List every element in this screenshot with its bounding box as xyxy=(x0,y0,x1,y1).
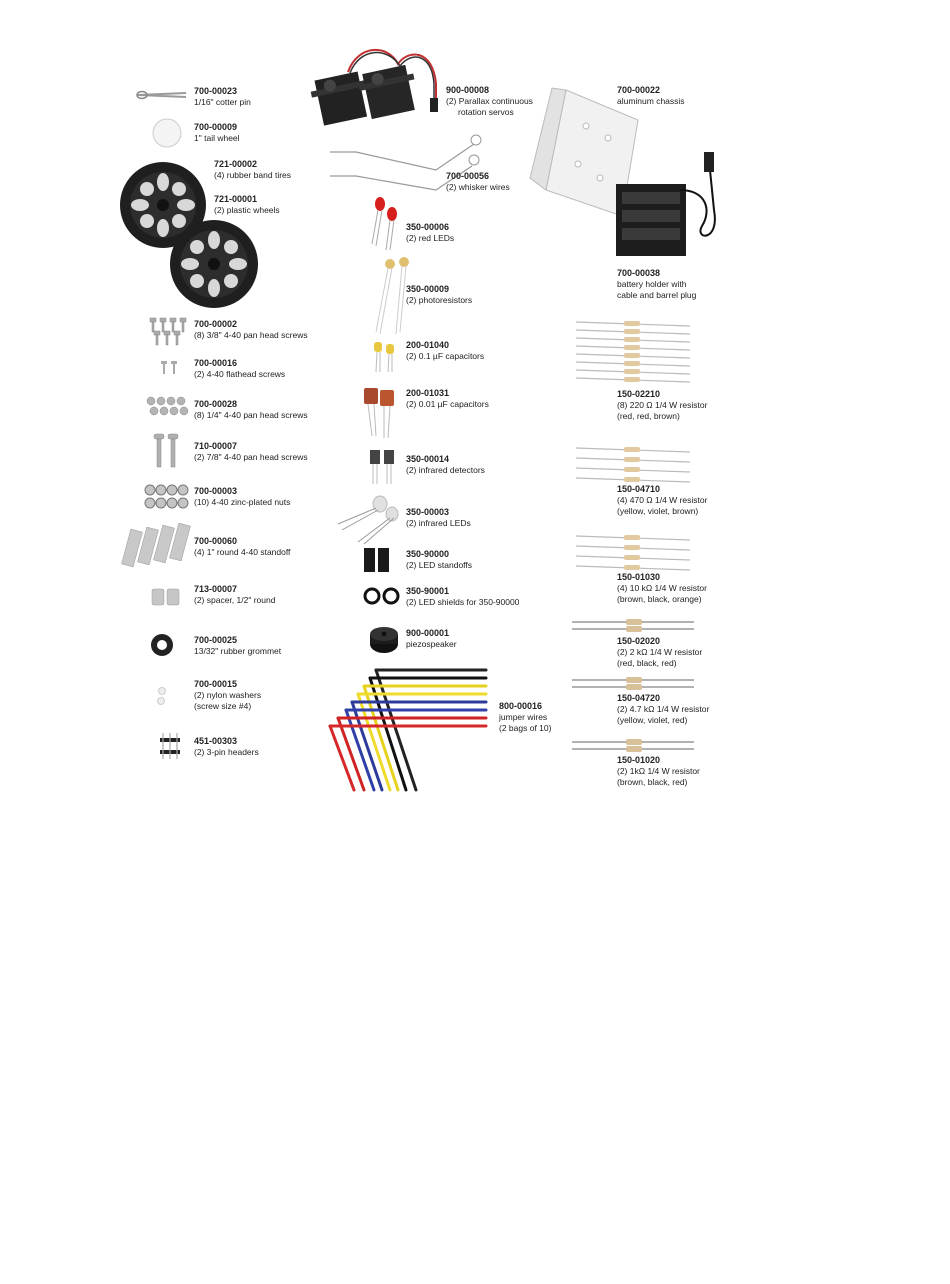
part-label-r1k xyxy=(617,755,700,788)
part-number: 700-00056 xyxy=(446,171,490,181)
part-number: 150-01020 xyxy=(617,755,661,765)
part-number: 350-90001 xyxy=(406,586,450,596)
part-description: (2) red LEDs xyxy=(406,233,455,243)
part-label-screws-38 xyxy=(194,319,308,341)
part-description: (2) 4.7 kΩ 1/4 W resistor xyxy=(617,704,710,714)
part-number: 700-00028 xyxy=(194,399,238,409)
part-description: jumper wires xyxy=(499,712,548,722)
part-number: 350-00006 xyxy=(406,222,450,232)
film-capacitor-icon xyxy=(362,384,402,440)
part-description: rotation servos xyxy=(458,107,514,117)
part-label-nuts xyxy=(194,486,290,508)
part-number: 350-00014 xyxy=(406,454,450,464)
part-number: 700-00009 xyxy=(194,122,238,132)
part-description: (4) rubber band tires xyxy=(214,170,292,180)
part-description: piezospeaker xyxy=(406,639,457,649)
resistor-470-icon xyxy=(572,444,694,484)
part-label-r47k xyxy=(617,693,709,726)
part-number: 721-00002 xyxy=(214,159,258,169)
part-label-ir-detectors xyxy=(406,454,485,476)
part-label-red-leds xyxy=(406,222,454,244)
part-description: (red, red, brown) xyxy=(617,411,680,421)
part-description: (4) 10 kΩ 1/4 W resistor xyxy=(617,583,707,593)
part-description: (4) 470 Ω 1/4 W resistor xyxy=(617,495,708,505)
spacers-icon xyxy=(150,586,182,608)
part-description: (2) nylon washers xyxy=(194,690,262,700)
part-description: (2) plastic wheels xyxy=(214,205,280,215)
part-description: (screw size #4) xyxy=(194,701,252,711)
part-description: 13/32" rubber grommet xyxy=(194,646,282,656)
part-number: 150-01030 xyxy=(617,572,661,582)
part-description: (2) 0.1 µF capacitors xyxy=(406,351,485,361)
part-description: (2) 0.01 µF capacitors xyxy=(406,399,489,409)
part-number: 700-00025 xyxy=(194,635,238,645)
part-description: battery holder with xyxy=(617,279,687,289)
part-description: (8) 3/8" 4-40 pan head screws xyxy=(194,330,308,340)
part-label-jumper-wires xyxy=(499,701,551,734)
pan-head-screws-icon xyxy=(148,316,188,346)
servo-icon xyxy=(308,44,444,136)
part-label-cotter-pin xyxy=(194,86,251,108)
cotter-pin-icon xyxy=(136,88,192,102)
part-description: (2) spacer, 1/2" round xyxy=(194,595,276,605)
part-number: 700-00060 xyxy=(194,536,238,546)
part-description: aluminum chassis xyxy=(617,96,685,106)
part-label-photoresistors xyxy=(406,284,472,306)
resistor-1k-icon xyxy=(570,738,696,754)
part-label-tail-wheel xyxy=(194,122,240,144)
part-label-chassis xyxy=(617,85,685,107)
part-description: (2 bags of 10) xyxy=(499,723,552,733)
part-number: 451-00303 xyxy=(194,736,238,746)
part-label-r470 xyxy=(617,484,707,517)
resistor-4k7-icon xyxy=(570,676,696,692)
part-label-tires xyxy=(214,159,291,181)
part-description: cable and barrel plug xyxy=(617,290,697,300)
part-label-ir-leds xyxy=(406,507,471,529)
part-number: 710-00007 xyxy=(194,441,238,451)
part-description: (brown, black, red) xyxy=(617,777,688,787)
resistor-220-icon xyxy=(572,318,694,386)
part-description: (2) whisker wires xyxy=(446,182,510,192)
flathead-screws-icon xyxy=(160,360,180,376)
part-description: (yellow, violet, red) xyxy=(617,715,688,725)
short-screws-icon xyxy=(146,396,190,418)
part-label-piezo xyxy=(406,628,457,650)
part-label-headers xyxy=(194,736,259,758)
washers-icon xyxy=(154,686,170,708)
nuts-icon xyxy=(144,484,190,512)
part-label-grommet xyxy=(194,635,281,657)
part-number: 700-00016 xyxy=(194,358,238,368)
part-description: (2) Parallax continuous xyxy=(446,96,533,106)
part-label-screws-14 xyxy=(194,399,308,421)
part-label-r220 xyxy=(617,389,707,422)
grommet-icon xyxy=(148,632,176,658)
part-description: (2) 1kΩ 1/4 W resistor xyxy=(617,766,700,776)
part-label-washers xyxy=(194,679,261,712)
part-number: 350-00003 xyxy=(406,507,450,517)
part-description: (8) 1/4" 4-40 pan head screws xyxy=(194,410,308,420)
part-description: 1/16" cotter pin xyxy=(194,97,251,107)
infrared-led-icon xyxy=(334,494,404,546)
part-description: (2) 2 kΩ 1/4 W resistor xyxy=(617,647,703,657)
red-leds-icon xyxy=(364,194,408,252)
part-label-r2k xyxy=(617,636,702,669)
part-number: 150-04710 xyxy=(617,484,661,494)
part-number: 150-02210 xyxy=(617,389,661,399)
part-label-spacer xyxy=(194,584,275,606)
part-number: 150-04720 xyxy=(617,693,661,703)
part-number: 700-00015 xyxy=(194,679,238,689)
part-description: (yellow, violet, brown) xyxy=(617,506,699,516)
battery-holder-icon xyxy=(610,150,724,262)
infrared-detector-icon xyxy=(368,448,398,486)
part-number: 200-01031 xyxy=(406,388,450,398)
part-description: (2) LED shields for 350-90000 xyxy=(406,597,520,607)
part-description: (2) LED standoffs xyxy=(406,560,472,570)
pin-headers-icon xyxy=(158,732,184,762)
capacitor-icon xyxy=(370,340,400,374)
part-number: 700-00023 xyxy=(194,86,238,96)
piezospeaker-icon xyxy=(368,624,400,656)
part-description: (2) 3-pin headers xyxy=(194,747,259,757)
part-label-flathead xyxy=(194,358,285,380)
part-description: (2) infrared LEDs xyxy=(406,518,471,528)
part-number: 900-00001 xyxy=(406,628,450,638)
part-description: (10) 4-40 zinc-plated nuts xyxy=(194,497,291,507)
part-label-battery-holder xyxy=(617,268,696,301)
part-label-cap-001 xyxy=(406,388,489,410)
plastic-wheel-icon xyxy=(168,218,260,310)
part-description: (2) photoresistors xyxy=(406,295,473,305)
part-description: (2) 7/8" 4-40 pan head screws xyxy=(194,452,308,462)
part-label-screws-78 xyxy=(194,441,308,463)
part-label-wheels xyxy=(214,194,280,216)
part-description: (red, black, red) xyxy=(617,658,677,668)
part-description: (8) 220 Ω 1/4 W resistor xyxy=(617,400,708,410)
part-number: 700-00038 xyxy=(617,268,661,278)
led-shield-icon xyxy=(362,586,402,606)
part-description: 1" tail wheel xyxy=(194,133,240,143)
part-label-cap-01 xyxy=(406,340,484,362)
long-screws-icon xyxy=(150,432,184,470)
part-label-led-shields xyxy=(406,586,519,608)
part-number: 713-00007 xyxy=(194,584,238,594)
part-description: (4) 1" round 4-40 standoff xyxy=(194,547,291,557)
part-label-r10k xyxy=(617,572,707,605)
part-label-standoff xyxy=(194,536,290,558)
part-label-servos xyxy=(446,85,533,118)
part-number: 900-00008 xyxy=(446,85,490,95)
part-number: 150-02020 xyxy=(617,636,661,646)
part-number: 721-00001 xyxy=(214,194,258,204)
part-number: 350-00009 xyxy=(406,284,450,294)
part-number: 700-00002 xyxy=(194,319,238,329)
part-number: 350-90000 xyxy=(406,549,450,559)
part-description: (2) 4-40 flathead screws xyxy=(194,369,286,379)
jumper-wires-icon xyxy=(316,660,496,794)
resistor-10k-icon xyxy=(572,532,694,572)
led-standoff-icon xyxy=(362,546,392,574)
part-number: 800-00016 xyxy=(499,701,543,711)
standoffs-icon xyxy=(122,524,192,568)
part-number: 700-00022 xyxy=(617,85,661,95)
resistor-2k-icon xyxy=(570,618,696,634)
part-label-whiskers xyxy=(446,171,510,193)
part-number: 700-00003 xyxy=(194,486,238,496)
part-label-led-standoffs xyxy=(406,549,472,571)
part-number: 200-01040 xyxy=(406,340,450,350)
part-description: (2) infrared detectors xyxy=(406,465,485,475)
part-description: (brown, black, orange) xyxy=(617,594,702,604)
tail-wheel-icon xyxy=(150,118,184,148)
